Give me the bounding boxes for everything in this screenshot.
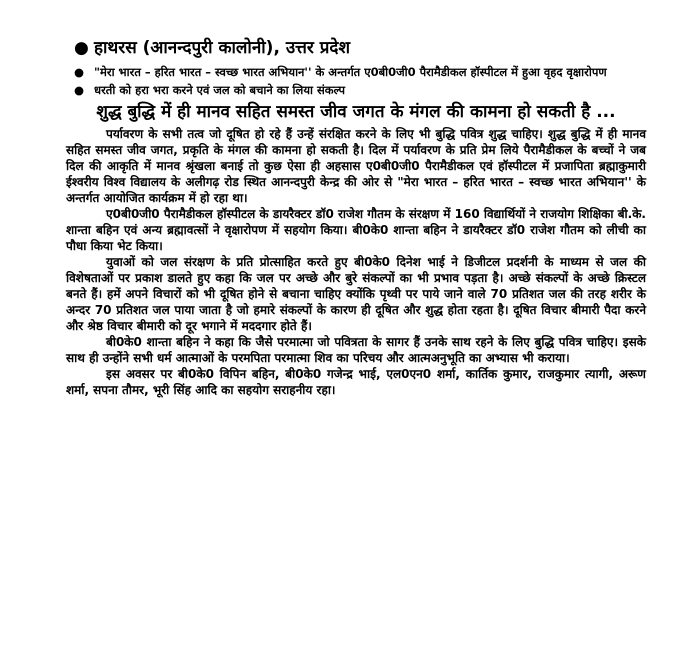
bullet-dot-icon: ● <box>74 65 85 79</box>
bullet-dot-icon: ● <box>74 83 85 97</box>
body-paragraph: युवाओं को जल संरक्षण के प्रति प्रोत्साहित करते हुए बी0के0 दिनेश भाई ने डिजीटल प्रदर्शनी के माध्यम से जल की विशेषताओं पर प्रकाश डालते हुए कहा कि जल पर अच्छे और बुरे संकल्पों का भी प्रभाव पड़ता है। अच्छे संकल्पों के अच्छे क्रिस्टल बनते हैं। हमें अपने विचारों को भी दूषित होने से बचाना चाहिए क्योंकि पृथ्वी पर पाये जाने वाले 70 प्रतिशत जल की तरह शरीर के अन्दर 70 प्रतिशत जल पाया जाता है जो हमारे संकल्पों के कारण ही दूषित और शुद्ध होता रहता है। दूषित विचार बीमारी पैदा करने और श्रेष्ठ विचार बीमारी को दूर भगाने में मददगार होते हैं। <box>66 255 646 333</box>
body-paragraph: बी0के0 शान्ता बहिन ने कहा कि जैसे परमात्मा जो पवित्रता के सागर हैं उनके साथ रहने के लिए बुद्धि पवित्र चाहिए। इसके साथ ही उन्होंने सभी धर्म आत्माओं के परमपिता परमात्मा शिव का परिचय और आत्मअनुभूति का अभ्यास भी कराया। <box>66 335 646 365</box>
bullet-pledge <box>66 82 646 98</box>
body-paragraph: इस अवसर पर बी0के0 विपिन बहिन, बी0के0 गजेन्द्र भाई, एल0एन0 शर्मा, कार्तिक कुमार, राजकुमार त्यागी, अरूण शर्मा, सपना तौमर, भूरी सिंह आदि का सहयोग सराहनीय रहा। <box>66 367 646 397</box>
summary-bullet-list <box>66 36 646 98</box>
bullet-text: हाथरस (आनन्दपुरी कालोनी), उत्तर प्रदेश <box>94 38 351 58</box>
body-paragraph: पर्यावरण के सभी तत्व जो दूषित हो रहे हैं उन्हें संरक्षित करने के लिए भी बुद्धि पवित्र शुद्ध चाहिए। शुद्ध बुद्धि में ही मानव सहित समस्त जीव जगत, प्रकृति के मंगल की कामना हो सकती है। दिल में पर्यावरण के प्रति प्रेम लिये पैरामैडीकल के बच्चों ने जब दिल की आकृति में मानव श्रृंखला बनाई तो कुछ ऐसा ही अहसास ए0बी0जी0 पैरामैडीकल एवं हॉस्पीटल में प्रजापिता ब्रह्माकुमारी ईश्वरीय विश्व विद्यालय के अलीगढ़ रोड स्थित आनन्दपुरी केन्द्र की ओर से "मेरा भारत – हरित भारत – स्वच्छ भारत अभियान'' के अन्तर्गत आयोजित कार्यक्रम में हो रहा था। <box>66 127 646 205</box>
body-paragraph: ए0बी0जी0 पैरामैडीकल हॉस्पीटल के डायरैक्टर डॉ0 राजेश गौतम के संरक्षण में 160 विद्यार्थियों ने राजयोग शिक्षिका बी.के. शान्ता बहिन एवं अन्य ब्रह्मावत्सों ने वृक्षारोपण में सहयोग किया। बी0के0 शान्ता बहिन ने डायरैक्टर डॉ0 राजेश गौतम को लीची का पौधा किया भेट किया। <box>66 207 646 253</box>
bullet-location <box>66 36 646 60</box>
article <box>66 36 646 398</box>
bullet-text: "मेरा भारत – हरित भारत – स्वच्छ भारत अभियान'' के अन्तर्गत ए0बी0जी0 पैरामैडीकल हॉस्पीटल में हुआ वृहद वृक्षारोपण <box>94 65 607 79</box>
article-headline: शुद्ध बुद्धि में ही मानव सहित समस्त जीव जगत के मंगल की कामना हो सकती है ... <box>96 102 616 122</box>
bullet-campaign <box>66 64 646 80</box>
bullet-dot-icon: ● <box>74 38 89 58</box>
bullet-text: धरती को हरा भरा करने एवं जल को बचाने का लिया संकल्प <box>94 83 346 97</box>
